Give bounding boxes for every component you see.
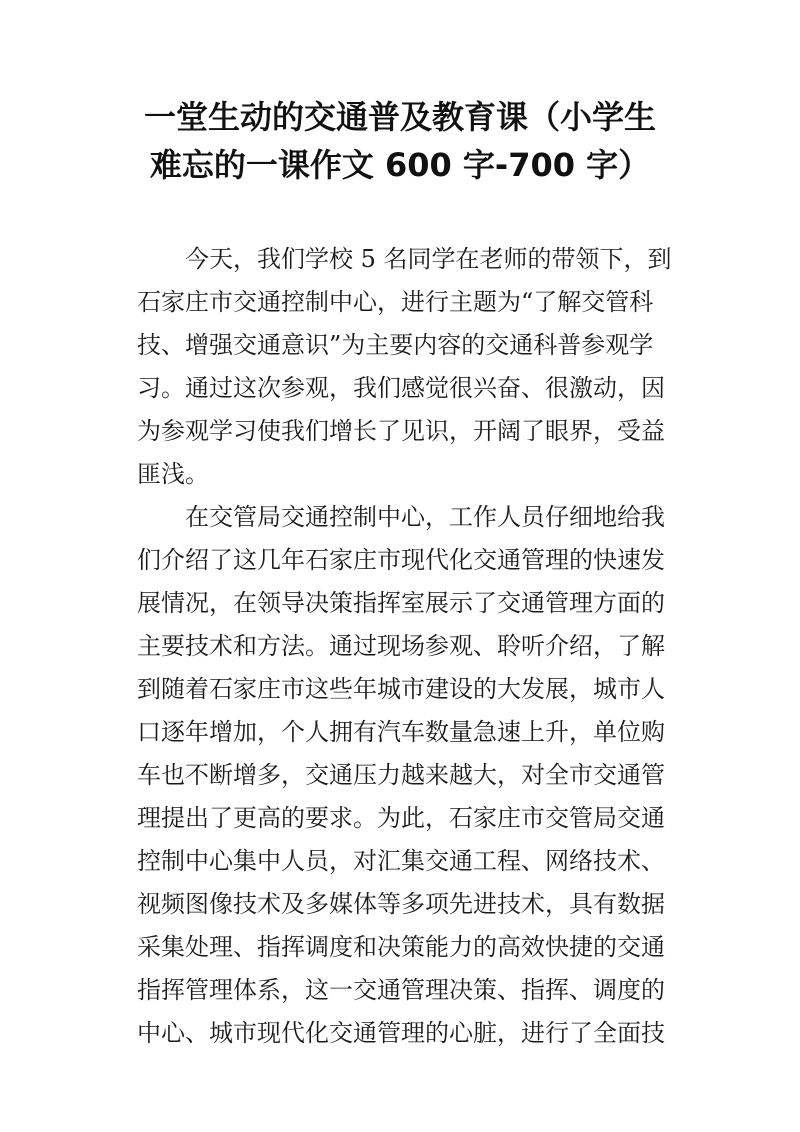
text-line: 视频图像技术及多媒体等多项先进技术，具有数据 [137,890,665,918]
title-line-1: 一堂生动的交通普及教育课（小学生 [143,98,656,136]
text-line: 们介绍了这几年石家庄市现代化交通管理的快速发 [137,546,665,574]
text-line: 石家庄市交通控制中心，进行主题为“了解交管科 [137,288,654,316]
document-body [137,238,672,1055]
text-line: 理提出了更高的要求。为此，石家庄市交管局交通 [137,804,665,832]
paragraph-2 [137,496,667,1055]
title-line-2: 难忘的一课作文 600 字-700 字） [149,146,651,184]
text-line: 口逐年增加，个人拥有汽车数量急速上升，单位购 [137,718,665,746]
text-line: 到随着石家庄市这些年城市建设的大发展，城市人 [137,675,665,703]
text-line: 技、增强交通意识”为主要内容的交通科普参观学 [137,331,654,359]
text-line: 匪浅。 [137,460,209,488]
text-line: 为参观学习使我们增长了见识，开阔了眼界，受益 [137,417,665,445]
text-line: 主要技术和方法。通过现场参观、聆听介绍，了解 [137,632,665,660]
document-title [120,93,680,189]
text-line: 控制中心集中人员，对汇集交通工程、网络技术、 [137,847,665,875]
text-line: 展情况，在领导决策指挥室展示了交通管理方面的 [137,589,665,617]
text-line: 习。通过这次参观，我们感觉很兴奋、很激动，因 [137,374,665,402]
text-line: 中心、城市现代化交通管理的心脏，进行了全面技 [137,1019,665,1047]
text-line: 采集处理、指挥调度和决策能力的高效快捷的交通 [137,933,665,961]
text-line: 车也不断增多，交通压力越来越大，对全市交通管 [137,761,665,789]
paragraph-1 [137,238,672,496]
text-line: 在交管局交通控制中心，工作人员仔细地给我 [137,503,665,531]
text-line: 指挥管理体系，这一交通管理决策、指挥、调度的 [137,976,665,1004]
text-line: 今天，我们学校 5 名同学在老师的带领下，到 [137,245,672,273]
